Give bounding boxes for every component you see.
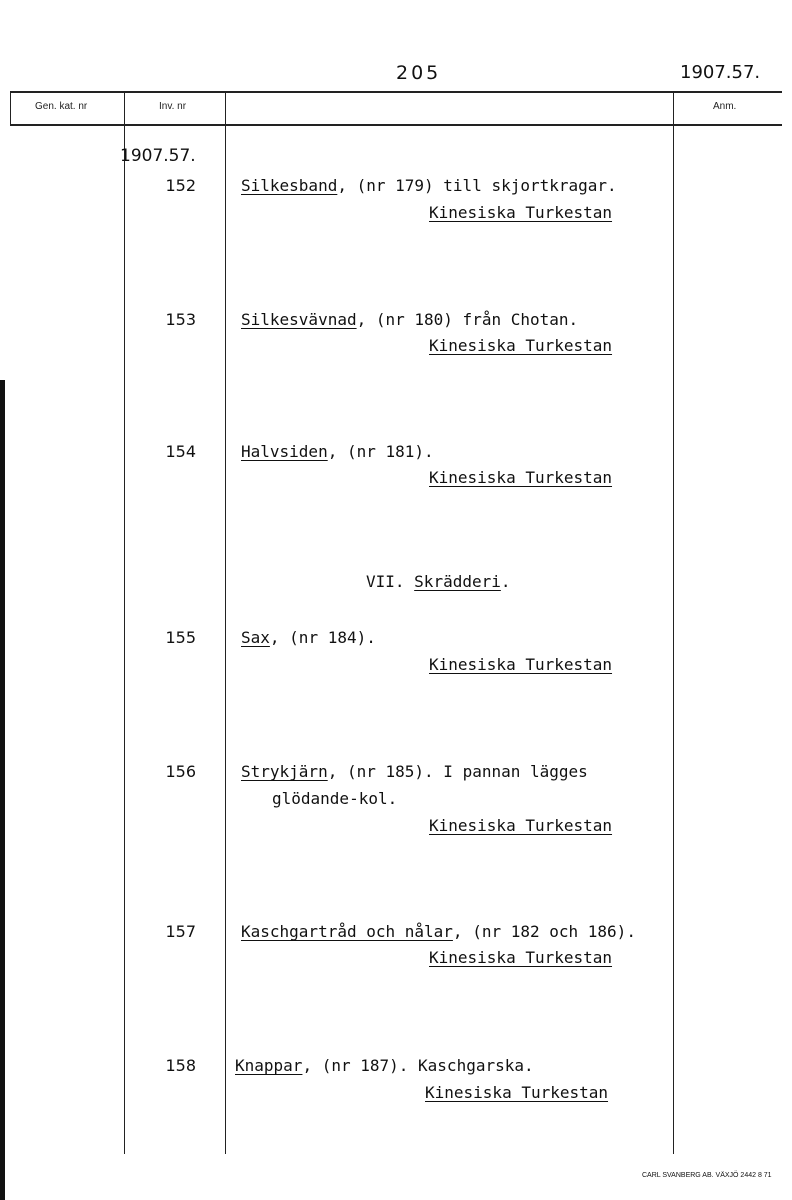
col-label-gen-kat-nr: Gen. kat. nr — [35, 101, 88, 112]
entry-154-details: , (nr 181). — [327, 442, 434, 461]
printer-imprint: CARL SVANBERG AB. VÄXJÖ 2442 8 71 — [642, 1172, 772, 1179]
section-heading — [366, 572, 511, 591]
section-end: . — [500, 572, 511, 591]
entry-152-details: , (nr 179) till skjortkragar. — [337, 176, 617, 195]
entry-155-details: , (nr 184). — [269, 628, 376, 647]
entry-153-item: Silkesvävnad — [241, 310, 357, 329]
entry-156-continuation: glödande-kol. — [272, 789, 398, 808]
entry-154-description — [241, 442, 434, 461]
entry-153-details: , (nr 180) från Chotan. — [356, 310, 579, 329]
inv-number-158: 158 — [165, 1056, 196, 1075]
entry-156-item: Strykjärn — [241, 762, 328, 781]
entry-157-origin: Kinesiska Turkestan — [429, 948, 613, 967]
entry-154-origin: Kinesiska Turkestan — [429, 468, 613, 487]
header-top-rule — [10, 91, 782, 93]
entry-156-origin: Kinesiska Turkestan — [429, 816, 613, 835]
inv-number-153: 153 — [165, 310, 196, 329]
col-label-inv-nr: Inv. nr — [159, 101, 187, 112]
inv-number-156: 156 — [165, 762, 196, 781]
page-number: 205 — [396, 62, 442, 84]
entry-152-item: Silkesband — [241, 176, 338, 195]
gen-inv-divider — [124, 91, 125, 1154]
entry-153-origin: Kinesiska Turkestan — [429, 336, 613, 355]
catalog-number-header: 1907.57. — [680, 62, 761, 83]
entry-153-description — [241, 310, 578, 329]
inv-number-152: 152 — [165, 176, 196, 195]
entry-156-details: , (nr 185). I pannan lägges — [327, 762, 588, 781]
entry-155-description — [241, 628, 376, 647]
inv-number-154: 154 — [165, 442, 196, 461]
header-bottom-rule — [10, 124, 782, 126]
entry-156-description — [241, 762, 588, 781]
section-title: Skrädderi — [414, 572, 501, 591]
entry-158-origin: Kinesiska Turkestan — [425, 1083, 609, 1102]
inv-desc-divider — [225, 91, 226, 1154]
scan-margin-bar — [0, 380, 5, 1200]
entry-155-origin: Kinesiska Turkestan — [429, 655, 613, 674]
inv-number-157: 157 — [165, 922, 196, 941]
entry-157-description — [241, 922, 636, 941]
entry-157-details: , (nr 182 och 186). — [452, 922, 636, 941]
inv-number-155: 155 — [165, 628, 196, 647]
entry-152-origin: Kinesiska Turkestan — [429, 203, 613, 222]
section-number: VII. — [366, 572, 405, 591]
entry-152-description — [241, 176, 617, 195]
entry-154-item: Halvsiden — [241, 442, 328, 461]
entry-155-item: Sax — [241, 628, 270, 647]
left-border-line — [10, 91, 11, 126]
entry-158-description — [235, 1056, 534, 1075]
entry-158-item: Knappar — [235, 1056, 303, 1075]
col-label-anm: Anm. — [713, 101, 737, 112]
entry-158-details: , (nr 187). Kaschgarska. — [302, 1056, 534, 1075]
inventory-year: 1907.57. — [120, 146, 196, 166]
desc-anm-divider — [673, 91, 674, 1154]
entry-157-item: Kaschgartråd och nålar — [241, 922, 453, 941]
